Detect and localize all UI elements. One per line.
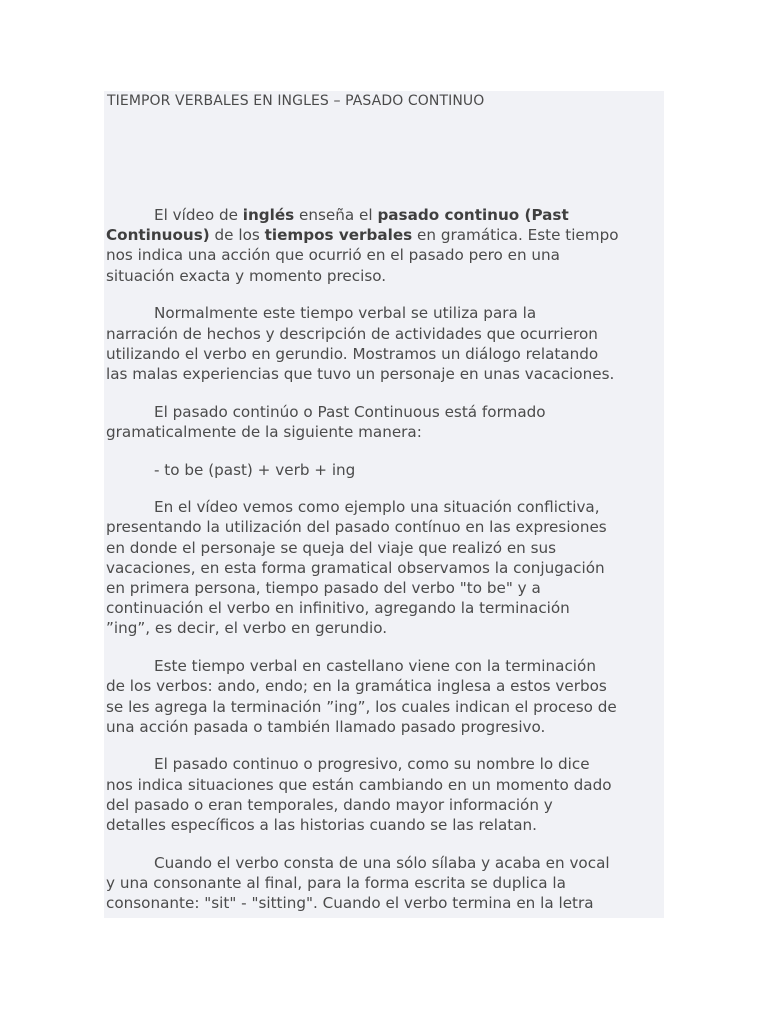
paragraph-example: En el vídeo vemos como ejemplo una situación conflictiva, presentando la utilización del pasado contínuo en las expresiones en donde el personaje se queja del viaje que realizó en sus vacaciones, en esta forma gramatical observamos la conjugación en primera persona, tiempo pasado del verbo "to be" y a continuación el verbo en infinitivo, agregando la terminación ”ing”, es decir, el verbo en gerundio.: [106, 498, 607, 638]
text-run: en gramática. Este tiempo nos indica una acción que ocurrió en el pasado pero en una situación exacta y momento preciso.: [106, 226, 619, 285]
paragraph-usage: Normalmente este tiempo verbal se utiliza para la narración de hechos y descripción de actividades que ocurrieron utilizando el verbo en gerundio. Mostramos un diálogo relatando las malas experiencias que tuvo un personaje en unas vacaciones.: [106, 304, 615, 383]
text-run: enseña el: [294, 206, 378, 224]
document-body: [106, 205, 664, 918]
document-title: TIEMPOR VERBALES EN INGLES – PASADO CONTINUO: [107, 93, 485, 109]
paragraph-spanish-comparison: Este tiempo verbal en castellano viene con la terminación de los verbos: ando, endo; en la gramática inglesa a estos verbos se les agrega la terminación ”ing”, los cuales indican el proceso de una acción pasada o también llamado pasado progresivo.: [106, 657, 617, 736]
paragraph-formula: - to be (past) + verb + ing: [154, 460, 356, 479]
paragraph-structure: El pasado continúo o Past Continuous está formado gramaticalmente de la siguiente manera:: [106, 402, 546, 441]
bold-text-ingles: inglés: [242, 206, 295, 224]
paragraph-spelling: Cuando el verbo consta de una sólo sílaba y acaba en vocal y una consonante al final, para la forma escrita se duplica la consonante: "sit" - "sitting". Cuando el verbo termina en la letra: [106, 853, 610, 913]
document-page: [104, 91, 664, 918]
paragraph-progressive: El pasado continuo o progresivo, como su nombre lo dice nos indica situaciones que están cambiando en un momento dado del pasado o eran temporales, dando mayor información y detalles específicos a las historias cuando se las relatan.: [106, 755, 612, 835]
text-run: de los: [209, 226, 265, 245]
paragraph-intro: [106, 205, 664, 286]
text-run: El vídeo de: [154, 206, 243, 224]
bold-text-pasado-continuo: pasado continuo (Past Continuous): [106, 206, 569, 245]
bold-text-tiempos-verbales: tiempos verbales: [264, 226, 413, 245]
